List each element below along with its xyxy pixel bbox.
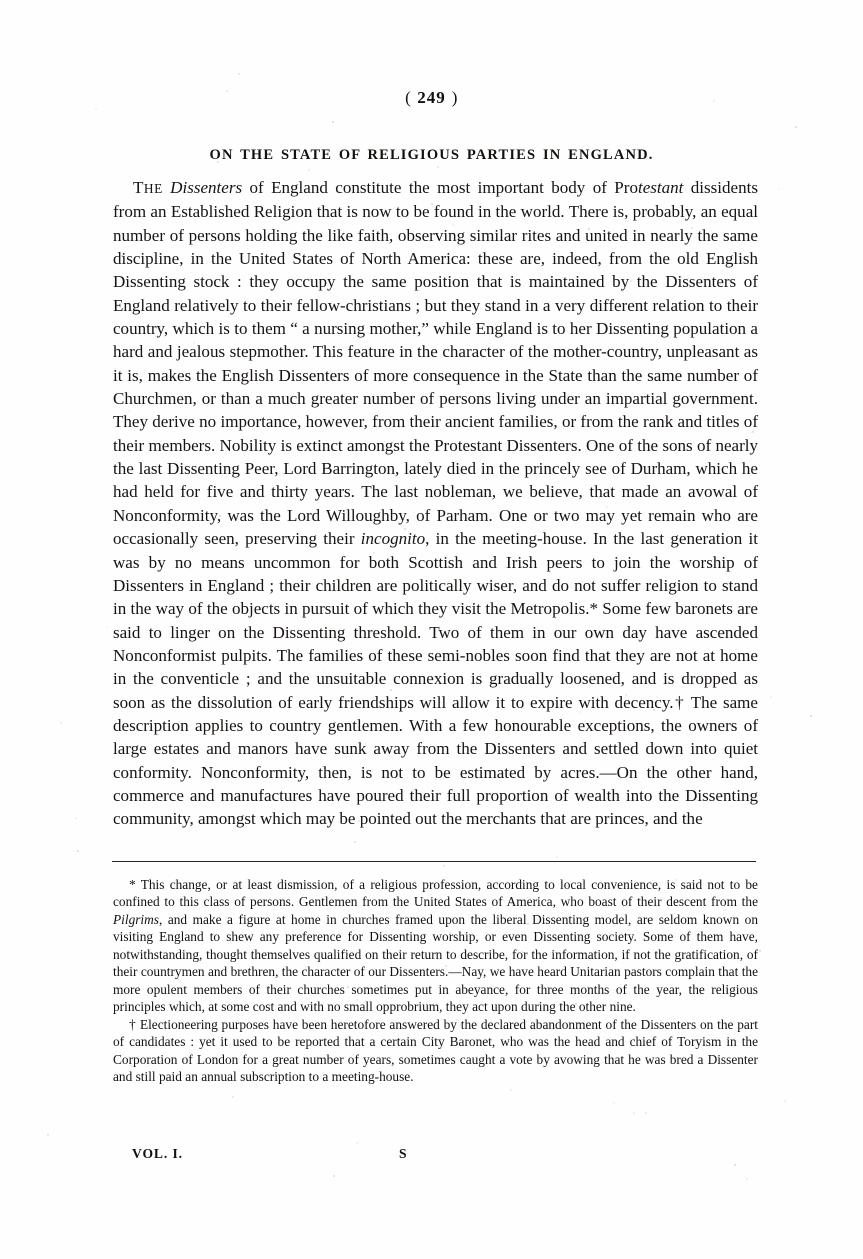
signature-mark: S xyxy=(399,1146,407,1161)
volume-label: VOL. I. xyxy=(132,1146,183,1161)
body-paragraph: THE Dissenters of England constitute the most important body of Protestant dissidents from an Established Religion that is now to be found in the world. There is, probably, an equal number of persons holding the like faith, observing similar rites and united in nearly the same discipline, in the United States of North America: these are, indeed, from the old English Dissenting stock : they occupy the same position that is maintained by the Dissenters of England relatively to their fellow-christians ; but they stand in a very different relation to their country, which is to them “ a nursing mother,” while England is to her Dissenting population a hard and jealous stepmother. This feature in the character of the mother-country, unpleasant as it is, makes the English Dissenters of more consequence in the State than the same number of Churchmen, or than a much greater number of persons living under an impartial government. They derive no importance, however, from their ancient families, or from the rank and titles of their members. Nobility is extinct amongst the Protestant Dissenters. One of the sons of nearly the last Dissenting Peer, Lord Barrington, lately died in the princely see of Durham, which he had held for five and thirty years. The last nobleman, we believe, that made an avowal of Nonconformity, was the Lord Willoughby, of Parham. One or two may yet remain who are occasionally seen, preserving their incognito, in the meeting-house. In the last generation it was by no means uncommon for both Scottish and Irish peers to join the worship of Dissenters in England ; their children are politically wiser, and do not suffer religion to stand in the way of the objects in pursuit of which they visit the Metropolis.* Some few baronets are said to linger on the Dissenting threshold. Two of them in our own day have ascended Nonconformist pulpits. The families of these semi-nobles soon find that they are not at home in the conventicle ; and the unsuitable connexion is gradually loosened, and is dropped as soon as the dissolution of early friendships will allow it to expire with decency.† The same description applies to country gentlemen. With a few honourable exceptions, the owners of large estates and manors have sunk away from the Dissenters and settled down into quiet conformity. Nonconformity, then, is not to be estimated by acres.—On the other hand, commerce and manufactures have poured their full proportion of wealth into the Dissenting community, amongst which may be pointed out the merchants that are princes, and the xyxy=(113,178,758,829)
footnote-separator-rule xyxy=(112,861,756,862)
folio-left-paren: ( xyxy=(405,88,412,107)
italic-word: Dissenters xyxy=(170,178,243,197)
footnote-dagger: † Electioneering purposes have been heretofore answered by the declared abandonment of the Dissenters on the part of candidates : yet it used to be reported that a certain City Baronet, who was the head and chief of Toryism in the Corporation of London for a great number of years, sometimes caught a vote by avowing that he was bred a Dissenter and still paid an annual subscription to a meeting-house. xyxy=(113,1016,758,1084)
folio-right-paren: ) xyxy=(451,88,458,107)
footnote-mark: † xyxy=(129,1016,140,1032)
page-number: 249 xyxy=(417,88,446,107)
footnote-mark: * xyxy=(129,877,141,892)
footnote-asterisk: * This change, or at least dismission, of a religious profession, according to local convenience, is said not to be confined to this class of persons. Gentlemen from the United States of America, who boast of their descent from the Pilgrims, and make a figure at home in churches framed upon the liberal Dissenting model, are seldom known on visiting England to shew any preference for Dissenting worship, or even Dissenting society. Some of them have, notwithstanding, thought themselves qualified on their return to describe, for the information, if not the gratification, of their countrymen and brethren, the character of our Dissenters.—Nay, we have heard Unitarian pastors complain that the more opulent members of their churches sometimes put in abeyance, for three months of the year, the religious principles which, at some cost and with no small opprobrium, they act upon during the other nine. xyxy=(113,877,758,1015)
page-folio xyxy=(0,88,863,108)
footnotes-block xyxy=(113,876,758,1085)
article-title: ON THE STATE OF RELIGIOUS PARTIES IN ENGLAND. xyxy=(209,147,654,163)
italic-word: Pilgrims xyxy=(113,911,159,927)
paragraph-lead-word: THE xyxy=(133,178,163,197)
page-footer xyxy=(113,1146,758,1166)
italic-word: incognito xyxy=(360,529,426,549)
body-text-block xyxy=(113,176,758,831)
italic-word: testant xyxy=(637,178,684,197)
